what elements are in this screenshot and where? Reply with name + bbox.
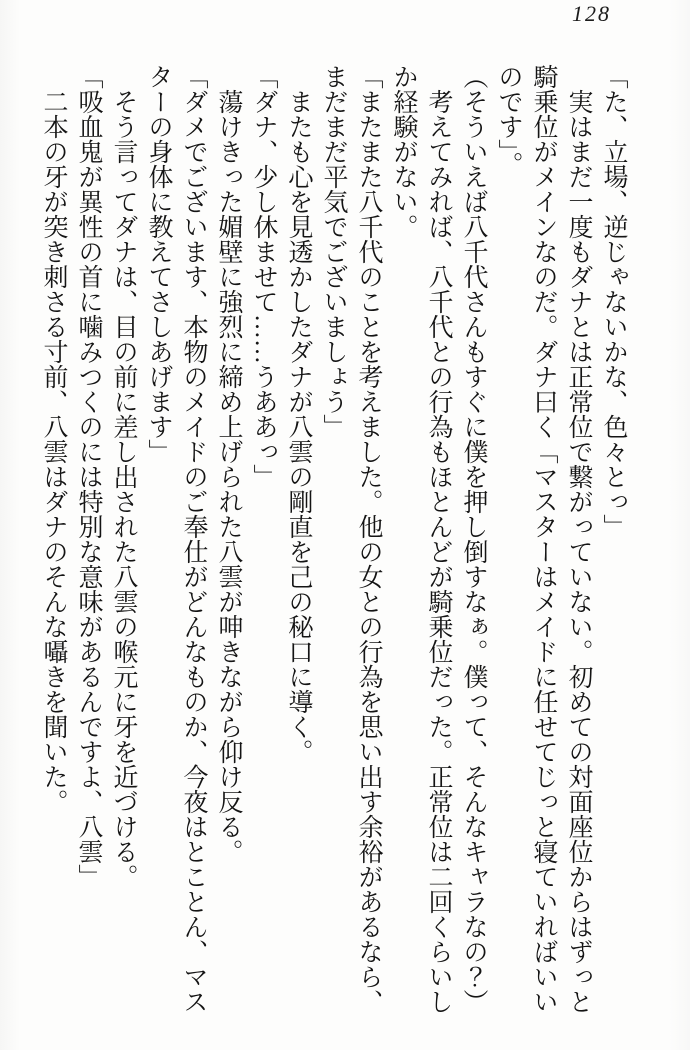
paragraph: またも心を見透かしたダナが八雲の剛直を己の秘口に導く。 [285, 89, 312, 764]
paragraph: 蕩けきった媚壁に強烈に締め上げられた八雲が呻きながら仰け反る。 [215, 89, 242, 864]
text-block [36, 64, 631, 1014]
page-number: 128 [572, 1, 611, 26]
paragraph: 二本の牙が突き刺さる寸前、八雲はダナのそんな囁きを聞いた。 [40, 89, 67, 814]
paragraph: 実はまだ一度もダナとは正常位で繋がっていない。初めての対面座位からはずっと騎乗位がメインなのだ。ダナ曰く「マスターはメイドに任せてじっと寝ていればいいのです」。 [495, 64, 592, 1014]
paragraph: 「ダナ、少し休ませて……うああっ」 [250, 64, 277, 489]
paragraph: （そういえば八千代さんもすぐに僕を押し倒すなぁ。僕って、そんなキャラなの？） [460, 64, 487, 1014]
paragraph: 「またまた八千代のことを考えました。他の女との行為を思い出す余裕があるなら、まだまだ平気でございましょう」 [320, 64, 382, 1014]
paragraph: 「た、立場、逆じゃないかな、色々とっ」 [600, 64, 627, 539]
paragraph: そう言ってダナは、目の前に差し出された八雲の喉元に牙を近づける。 [110, 89, 137, 889]
paragraph: 考えてみれば、八千代との行為もほとんどが騎乗位だった。正常位は二回くらいしか経験がない。 [390, 64, 452, 1014]
paragraph: 「ダメでございます、本物のメイドのご奉仕がどんなものか、今夜はとことん、マスターの身体に教えてさしあげます」 [145, 64, 207, 1014]
paragraph: 「吸血鬼が異性の首に噛みつくのには特別な意味があるんですよ、八雲」 [75, 64, 102, 889]
